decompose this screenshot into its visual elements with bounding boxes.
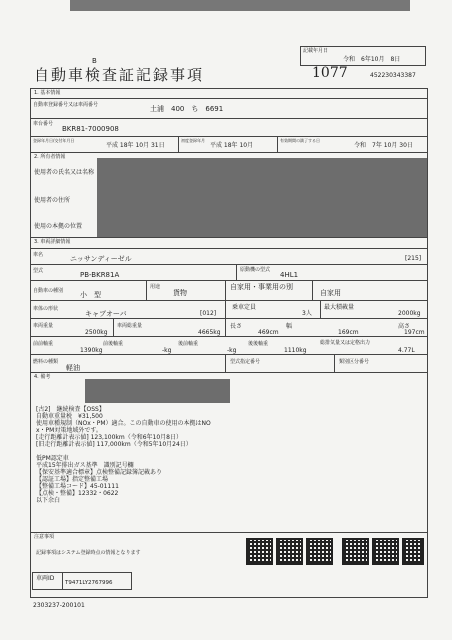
max-load-label: 最大積載量 (324, 304, 355, 311)
remarks-line: 低PM認定車 (36, 455, 69, 462)
document-title: 自動車検査証記録事項 (34, 66, 205, 84)
remarks-list (36, 407, 211, 505)
remarks-line: x・PM対策地域外です。 (36, 427, 102, 434)
class-no-label: 類別区分番号 (339, 359, 370, 365)
gross-value: 4665kg (198, 329, 221, 336)
remarks-line: 使用車種規制（NOx・PM）適合。この自動車の使用の本拠はNO (36, 420, 211, 427)
divider (30, 300, 428, 301)
rear1-axle-label: 後前軸重 (178, 341, 199, 347)
displacement-label: 総排気量又は定格出力 (320, 340, 371, 346)
rear2-axle-value: 1110kg (284, 347, 307, 354)
divider (334, 354, 335, 372)
serial-number: 452230343387 (370, 72, 416, 79)
divider (225, 280, 226, 300)
use-label: 用途 (150, 284, 161, 290)
footer-code: 2303237-200101 (33, 602, 85, 609)
divider (225, 354, 226, 372)
divider (62, 572, 63, 590)
first-reg-value: 平成 18年 10月 31日 (106, 142, 165, 149)
divider (30, 237, 428, 238)
engine-value: 4HL1 (280, 271, 299, 279)
sec4-heading: 4. 備考 (34, 374, 51, 380)
qr-code (246, 538, 273, 565)
capacity-value: 3人 (302, 310, 312, 317)
qr-code (372, 538, 399, 565)
body-label: 車体の形状 (33, 306, 59, 312)
use-value: 貨物 (173, 289, 187, 297)
notes-text: 記録事項はシステム登録時点の情報となります (36, 550, 141, 556)
kind-value: 小 型 (80, 291, 101, 299)
first-reg-label: 登録年月日/交付年月日 (33, 138, 75, 143)
chassis-label: 車台番号 (33, 121, 54, 127)
divider (225, 300, 226, 318)
make-value: ニッサンディーゼル (70, 255, 132, 263)
notes-heading: 注意事項 (34, 534, 55, 540)
divider (113, 318, 114, 336)
kind-label: 自動車の種別 (33, 288, 64, 294)
width-label: 幅 (286, 323, 293, 330)
divider (30, 118, 428, 119)
divider (30, 98, 428, 99)
model-label: 型式 (33, 268, 44, 274)
rear2-axle-label: 後後軸重 (248, 341, 269, 347)
chassis-value: BKR81-7000908 (62, 125, 119, 133)
redacted-block (97, 158, 427, 238)
sec1-heading: 1. 基本情報 (34, 90, 61, 96)
base-location-label: 使用の本拠の位置 (34, 223, 83, 230)
top-scan-bar (70, 0, 410, 11)
max-load-value: 2000kg (398, 310, 421, 317)
height-label: 高さ (398, 323, 411, 330)
remarks-line: 【点検・整備】12332・0622 (36, 490, 119, 497)
divider (30, 336, 428, 337)
fuel-value: 軽油 (66, 364, 80, 372)
front2-axle-label: 前後軸重 (103, 341, 124, 347)
issue-date-value: 令和 6年10月 8日 (343, 56, 401, 63)
user-address-label: 使用者の住所 (34, 197, 71, 204)
qr-code (402, 538, 424, 565)
capacity-label: 乗車定員 (232, 304, 257, 311)
front-axle-label: 前前軸重 (33, 341, 54, 347)
body-code: [012] (200, 310, 217, 317)
divider (30, 248, 428, 249)
sec2-heading: 2. 所有者情報 (34, 154, 66, 160)
private-value: 自家用 (320, 289, 341, 297)
divider (146, 280, 147, 300)
divider (225, 318, 226, 336)
rear1-axle-value: -kg (227, 347, 237, 354)
divider (30, 372, 428, 373)
redacted-block (85, 379, 230, 403)
engine-label: 原動機の型式 (240, 267, 271, 273)
divider (320, 300, 321, 318)
remarks-line: 平成15年排出ガス基準 識別記号欄 (36, 462, 134, 469)
vehicle-id-value: T9471LY2767996 (65, 580, 113, 586)
remarks-line: 【認証工場】指定整備工場 (36, 476, 109, 483)
fuel-label: 燃料の種類 (33, 359, 59, 365)
make-code: [215] (405, 255, 422, 262)
weight-value: 2500kg (85, 329, 108, 336)
model-value: PB-BKR81A (80, 271, 120, 279)
vehicle-id-label: 車両ID (36, 575, 55, 582)
gross-label: 車両総重量 (117, 323, 143, 329)
remarks-line: [旧走行距離計表示値] 117,000km（令和5年10月24日） (36, 441, 192, 448)
divider (236, 264, 237, 280)
qr-code (342, 538, 369, 565)
divider (30, 532, 428, 533)
remarks-line: 以下余白 (36, 497, 61, 504)
issue-date-label: 記載年月日 (303, 48, 329, 54)
divider (178, 136, 179, 152)
stamp-number: 1077 (312, 65, 348, 81)
remarks-line: 自動車重量税 ¥31,500 (36, 413, 103, 420)
first-year-label: 初度登録年月 (181, 138, 205, 143)
width-value: 169cm (338, 329, 359, 336)
type-no-label: 型式指定番号 (230, 359, 261, 365)
divider (312, 280, 313, 300)
sec3-heading: 3. 車両詳細情報 (34, 239, 71, 245)
length-value: 469cm (258, 329, 279, 336)
form-letter: B (92, 57, 97, 65)
expiry-value: 令和 7年 10月 30日 (354, 142, 413, 149)
divider (30, 354, 428, 355)
reg-value: 土浦 400 ち 6691 (150, 105, 224, 113)
expiry-label: 有効期間の満了する日 (280, 138, 320, 143)
divider (30, 136, 428, 137)
qr-code (276, 538, 303, 565)
displacement-value: 4.77L (398, 347, 415, 354)
front-axle-value: 1390kg (80, 347, 103, 354)
divider (30, 318, 428, 319)
remarks-line: 【保安基準適合標章】点検整備記録簿記載あり (36, 469, 163, 476)
body-value: キャブオーバ (85, 310, 127, 318)
first-year-value: 平成 18年 10月 (210, 142, 254, 149)
remarks-line: 【整備工場コード】45-01111 (36, 483, 119, 490)
front2-axle-value: -kg (162, 347, 172, 354)
remarks-line: [古2] 継続検査【OSS】 (36, 406, 105, 413)
remarks-line: [走行距離計表示値] 123,100km（令和6年10月8日） (36, 434, 182, 441)
user-name-label: 使用者の氏名又は名称 (34, 169, 95, 176)
reg-label: 自動車登録番号又は車両番号 (33, 102, 99, 108)
private-label: 自家用・事業用の別 (230, 283, 293, 291)
divider (30, 152, 428, 153)
make-label: 車名 (33, 252, 44, 258)
divider (30, 264, 428, 265)
divider (30, 280, 428, 281)
qr-code (306, 538, 333, 565)
divider (277, 136, 278, 152)
weight-label: 車両重量 (33, 323, 54, 329)
height-value: 197cm (404, 329, 425, 336)
length-label: 長さ (230, 323, 243, 330)
